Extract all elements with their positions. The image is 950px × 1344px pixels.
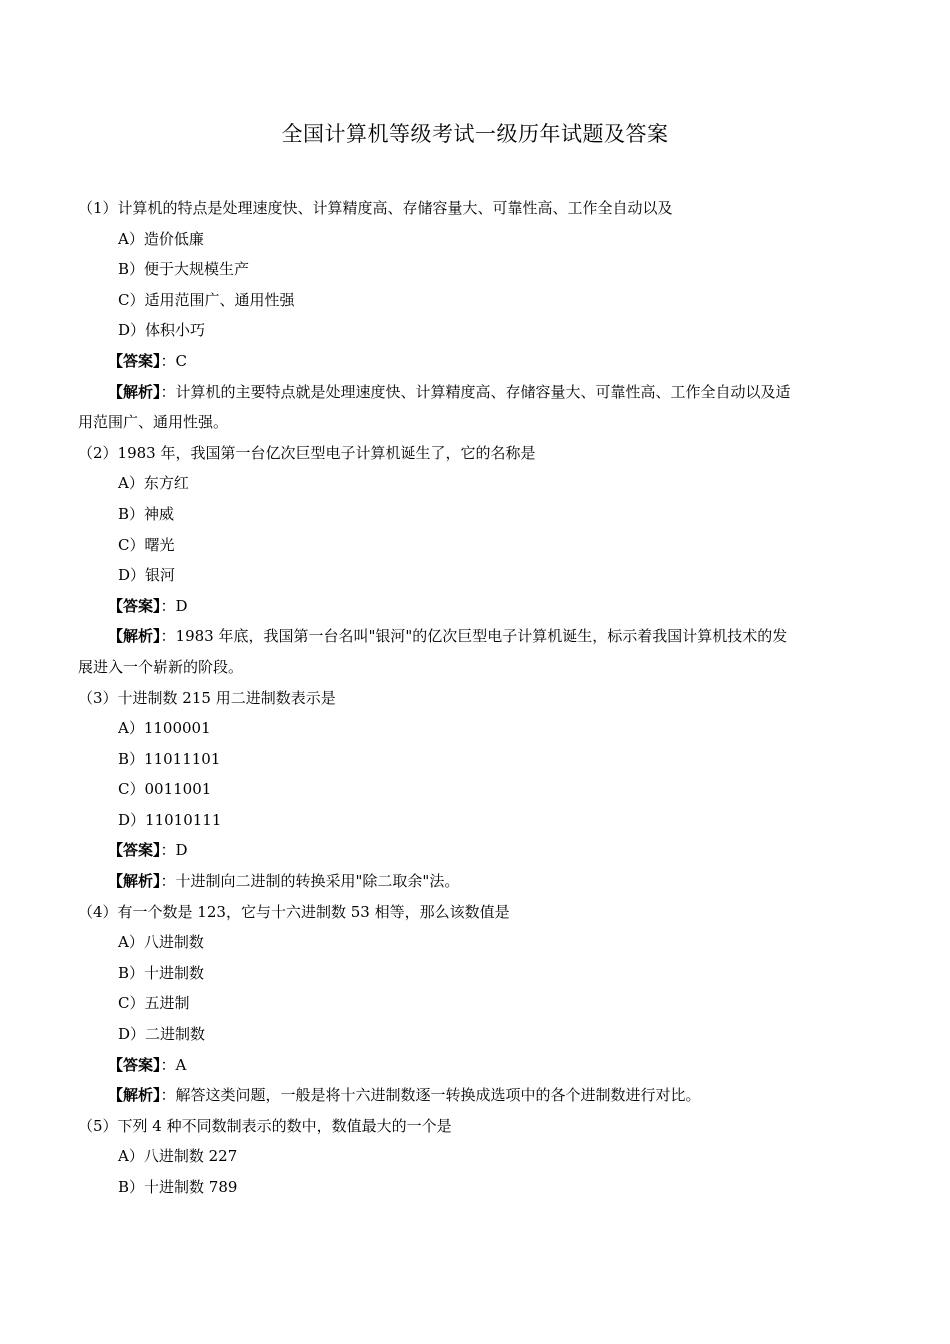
answer-tag: 【答案】 bbox=[108, 351, 161, 370]
explanation-text: 十进制向二进制的转换采用"除二取余"法。 bbox=[175, 872, 460, 891]
option-a: A）东方红 bbox=[118, 474, 189, 493]
question-stem: （5）下列 4 种不同数制表示的数中，数值最大的一个是 bbox=[78, 1116, 452, 1135]
option-b: B）11011101 bbox=[118, 749, 221, 768]
explanation-line bbox=[78, 621, 878, 652]
option-b: B）十进制数 789 bbox=[118, 1178, 238, 1196]
answer-line bbox=[78, 1050, 878, 1081]
explain-sep: ： bbox=[160, 1086, 176, 1105]
answer-tag: 【答案】 bbox=[108, 596, 161, 615]
explain-sep: ： bbox=[160, 382, 176, 401]
answer-line bbox=[78, 591, 878, 622]
explanation-text: 解答这类问题，一般是将十六进制数逐一转换成选项中的各个进制数进行对比。 bbox=[175, 1086, 701, 1105]
option-c: C）0011001 bbox=[118, 780, 212, 799]
option-c: C）曙光 bbox=[118, 535, 175, 554]
explain-sep: ： bbox=[160, 627, 176, 646]
answer-sep: ： bbox=[160, 596, 176, 615]
option-a: A）造价低廉 bbox=[118, 229, 204, 248]
question-stem: （3）十进制数 215 用二进制数表示是 bbox=[78, 688, 336, 707]
question-stem: （4）有一个数是 123，它与十六进制数 53 相等，那么该数值是 bbox=[78, 902, 510, 921]
question-stem: （2）1983 年，我国第一台亿次巨型电子计算机诞生了，它的名称是 bbox=[78, 443, 536, 462]
explanation-line bbox=[78, 1080, 878, 1111]
explanation-text: 计算机的主要特点就是处理速度快、计算精度高、存储容量大、可靠性高、工作全自动以及适 bbox=[175, 382, 791, 401]
explain-tag: 【解析】 bbox=[108, 382, 161, 401]
option-b: B）十进制数 bbox=[118, 963, 205, 982]
explain-tag: 【解析】 bbox=[108, 1086, 161, 1105]
explanation-line bbox=[78, 377, 878, 408]
option-c: C）适用范围广、通用性强 bbox=[118, 290, 295, 309]
answer-sep: ： bbox=[160, 351, 176, 370]
explanation-text: 1983 年底，我国第一台名叫"银河"的亿次巨型电子计算机诞生，标示着我国计算机技术的发 bbox=[175, 627, 788, 646]
explain-tag: 【解析】 bbox=[108, 627, 161, 646]
answer-tag: 【答案】 bbox=[108, 841, 161, 860]
option-d: D）体积小巧 bbox=[118, 321, 206, 340]
option-b: B）神威 bbox=[118, 504, 175, 523]
explain-tag: 【解析】 bbox=[108, 872, 161, 891]
page-title: 全国计算机等级考试一级历年试题及答案 bbox=[281, 122, 669, 146]
answer-sep: ： bbox=[160, 841, 176, 860]
explanation-line bbox=[78, 866, 878, 897]
question-stem: （1）计算机的特点是处理速度快、计算精度高、存储容量大、可靠性高、工作全自动以及 bbox=[78, 199, 673, 217]
answer-value: D bbox=[175, 841, 188, 860]
option-d: D）银河 bbox=[118, 566, 176, 585]
answer-tag: 【答案】 bbox=[108, 1055, 161, 1074]
explain-sep: ： bbox=[160, 872, 176, 891]
answer-line bbox=[78, 835, 878, 866]
explanation-continued: 展进入一个崭新的阶段。 bbox=[78, 657, 244, 676]
answer-value: C bbox=[175, 351, 188, 370]
option-c: C）五进制 bbox=[118, 994, 190, 1013]
option-a: A）1100001 bbox=[118, 719, 211, 738]
answer-value: D bbox=[175, 596, 188, 615]
answer-line bbox=[78, 346, 878, 377]
option-d: D）二进制数 bbox=[118, 1025, 206, 1044]
question-list bbox=[78, 193, 878, 1203]
option-a: A）八进制数 bbox=[118, 933, 204, 952]
option-d: D）11010111 bbox=[118, 810, 222, 829]
option-b: B）便于大规模生产 bbox=[118, 260, 250, 279]
option-a: A）八进制数 227 bbox=[118, 1147, 238, 1166]
explanation-continued: 用范围广、通用性强。 bbox=[78, 413, 229, 432]
answer-value: A bbox=[175, 1055, 187, 1074]
answer-sep: ： bbox=[160, 1055, 176, 1074]
